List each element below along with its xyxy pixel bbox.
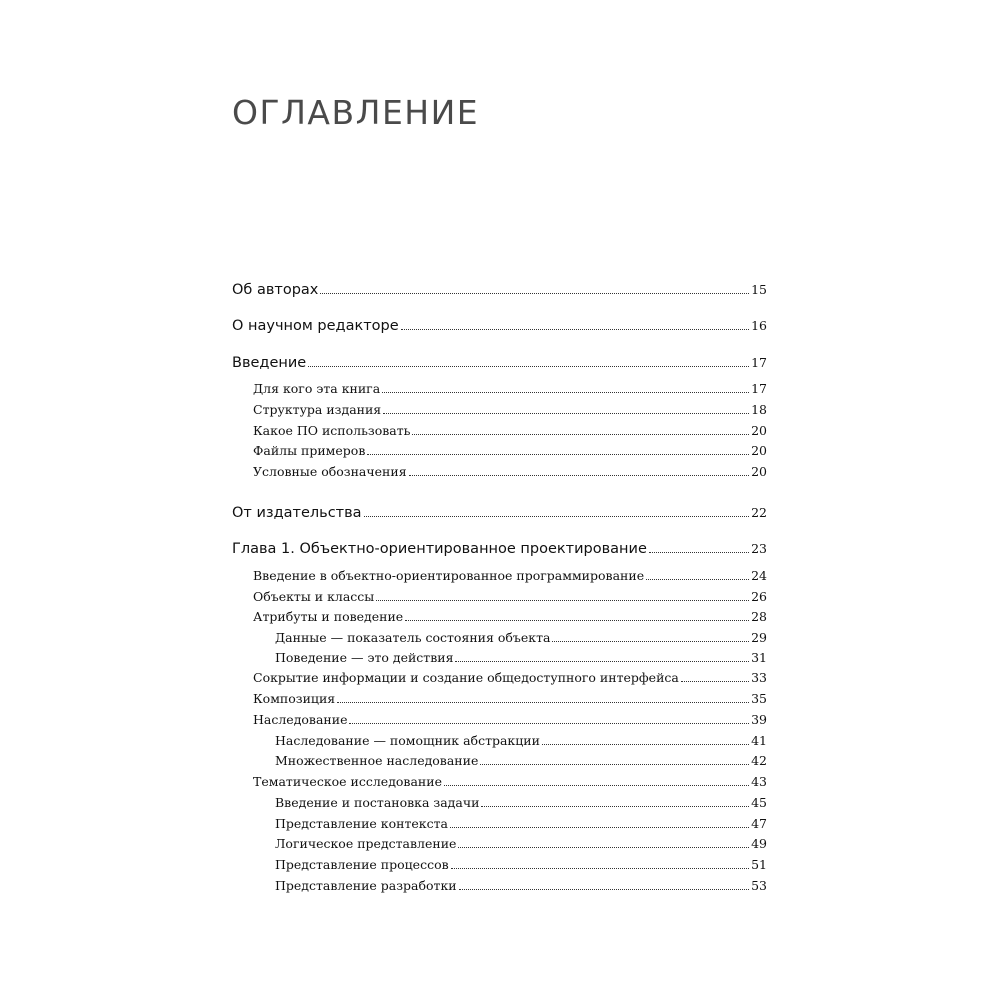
dot-leader: [646, 570, 749, 580]
dot-leader: [367, 445, 749, 455]
toc-entry-title: Для кого эта книга: [253, 381, 381, 396]
dot-leader: [320, 283, 749, 294]
dot-leader: [458, 838, 749, 848]
dot-leader: [405, 611, 749, 621]
toc-entry: [232, 541, 767, 557]
toc-entry-page-number: 22: [751, 505, 767, 520]
dot-leader: [681, 672, 749, 682]
toc-entry-title: Атрибуты и поведение: [253, 609, 404, 624]
dot-leader: [364, 506, 750, 517]
toc-entry: [253, 423, 767, 438]
toc-entry-page-number: 16: [751, 318, 767, 333]
toc-entry-page-number: 20: [751, 443, 767, 458]
dot-leader: [412, 425, 749, 435]
toc-entry-title: Представление контекста: [275, 816, 448, 831]
toc-entry-title: Введение в объектно-ориентированное программирование: [253, 568, 645, 583]
toc-entry-title: Данные — показатель состояния объекта: [275, 630, 551, 645]
toc-entry-title: Логическое представление: [275, 836, 457, 851]
dot-leader: [455, 652, 749, 662]
toc-entry-page-number: 41: [751, 733, 767, 748]
toc-entry-title: Глава 1. Объектно-ориентированное проектирование: [232, 541, 647, 557]
toc-entry: [253, 691, 767, 706]
toc-entry-title: О научном редакторе: [232, 318, 399, 334]
toc-entry: [253, 589, 767, 604]
toc-entry-page-number: 20: [751, 423, 767, 438]
toc-entry: [275, 816, 767, 831]
toc-entry-title: Сокрытие информации и создание общедоступного интерфейса: [253, 670, 679, 685]
toc-entry-title: Наследование: [253, 712, 348, 727]
dot-leader: [383, 404, 749, 414]
toc-entry-title: Объекты и классы: [253, 589, 375, 604]
toc-entry-title: Представление процессов: [275, 857, 449, 872]
toc-entry-title: Множественное наследование: [275, 753, 479, 768]
toc-entry-page-number: 49: [751, 836, 767, 851]
toc-entry: [253, 609, 767, 624]
dot-leader: [649, 542, 749, 553]
dot-leader: [450, 818, 749, 828]
toc-entry: [253, 443, 767, 458]
toc-entry-page-number: 53: [751, 878, 767, 893]
toc-entry-title: Представление разработки: [275, 878, 457, 893]
toc-entry: [253, 774, 767, 789]
toc-entry-page-number: 47: [751, 816, 767, 831]
dot-leader: [409, 466, 750, 476]
dot-leader: [481, 797, 749, 807]
toc-entry: [232, 355, 767, 371]
toc-entry-page-number: 18: [751, 402, 767, 417]
toc-entry-page-number: 17: [751, 381, 767, 396]
dot-leader: [542, 735, 749, 745]
toc-entry: [253, 568, 767, 583]
dot-leader: [552, 632, 749, 642]
toc-entry-title: Структура издания: [253, 402, 382, 417]
dot-leader: [308, 356, 749, 367]
toc-entry-title: Об авторах: [232, 282, 319, 298]
toc-entry-title: Какое ПО использовать: [253, 423, 411, 438]
toc-entry-page-number: 45: [751, 795, 767, 810]
dot-leader: [444, 776, 749, 786]
toc-entry-title: Введение: [232, 355, 307, 371]
toc-entry: [275, 795, 767, 810]
dot-leader: [337, 693, 749, 703]
toc-entry-page-number: 17: [751, 355, 767, 370]
toc-entry-page-number: 43: [751, 774, 767, 789]
toc-entry-page-number: 26: [751, 589, 767, 604]
toc-entry-page-number: 24: [751, 568, 767, 583]
toc-entry: [232, 282, 767, 298]
toc-entry-page-number: 51: [751, 857, 767, 872]
dot-leader: [349, 714, 749, 724]
dot-leader: [451, 859, 749, 869]
toc-entry: [253, 402, 767, 417]
toc-entry: [253, 670, 767, 685]
toc-entry: [253, 381, 767, 396]
toc-entry-title: Файлы примеров: [253, 443, 366, 458]
toc-entry-page-number: 42: [751, 753, 767, 768]
toc-entry-page-number: 15: [751, 282, 767, 297]
toc-entry-page-number: 29: [751, 630, 767, 645]
toc-entry: [253, 712, 767, 727]
toc-entry-page-number: 20: [751, 464, 767, 479]
toc-entry: [275, 650, 767, 665]
toc-entry: [275, 878, 767, 893]
dot-leader: [480, 755, 749, 765]
page-title: ОГЛАВЛЕНИЕ: [232, 93, 480, 132]
toc-entry-title: От издательства: [232, 505, 362, 521]
toc-entry-page-number: 23: [751, 541, 767, 556]
toc-entry: [275, 630, 767, 645]
dot-leader: [382, 383, 749, 393]
toc-entry: [275, 753, 767, 768]
toc-entry-title: Композиция: [253, 691, 336, 706]
toc-entry-title: Условные обозначения: [253, 464, 407, 479]
toc-entry-title: Введение и постановка задачи: [275, 795, 480, 810]
dot-leader: [401, 319, 749, 330]
dot-leader: [376, 591, 749, 601]
toc-entry: [253, 464, 767, 479]
toc-entry-page-number: 35: [751, 691, 767, 706]
toc-entry-page-number: 33: [751, 670, 767, 685]
toc-entry: [232, 318, 767, 334]
toc-entry-title: Наследование — помощник абстракции: [275, 733, 540, 748]
toc-entry-title: Тематическое исследование: [253, 774, 442, 789]
toc-entry: [275, 733, 767, 748]
toc-entry-page-number: 28: [751, 609, 767, 624]
toc-entry-title: Поведение — это действия: [275, 650, 454, 665]
toc-entry-page-number: 31: [751, 650, 767, 665]
dot-leader: [459, 880, 749, 890]
toc-entry: [232, 505, 767, 521]
toc-entry: [275, 836, 767, 851]
toc-entry: [275, 857, 767, 872]
toc-entry-page-number: 39: [751, 712, 767, 727]
